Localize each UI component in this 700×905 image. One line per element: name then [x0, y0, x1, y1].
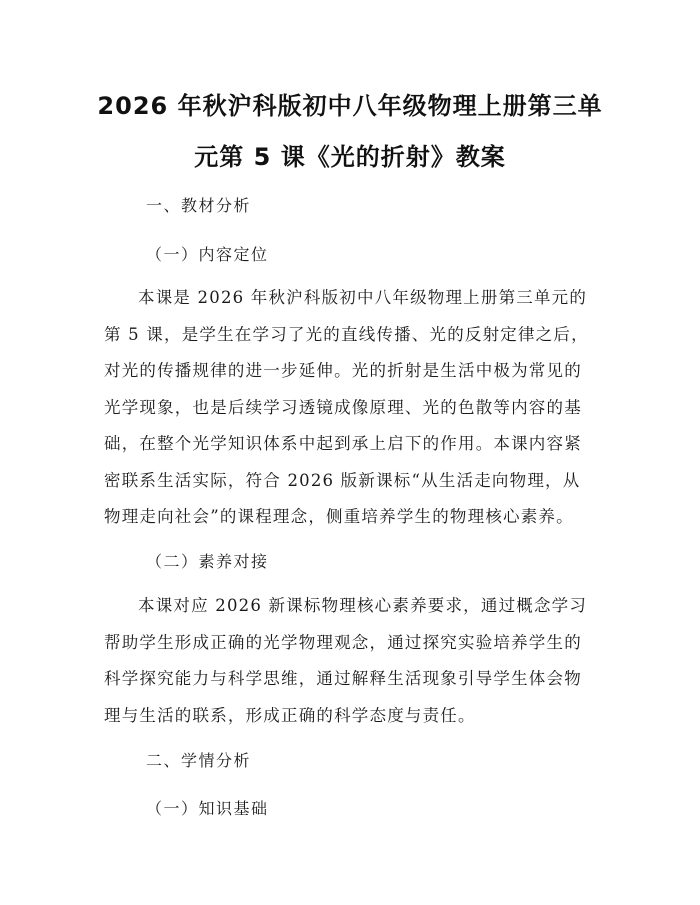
subsection-heading-literacy-alignment: （二）素养对接 [146, 552, 269, 571]
paragraph-line: 本课对应 2026 新课标物理核心素养要求，通过概念学习 [138, 596, 588, 615]
section-heading-learner-analysis: 二、学情分析 [146, 751, 252, 770]
paragraph-line: 本课是 2026 年秋沪科版初中八年级物理上册第三单元的 [138, 288, 588, 307]
paragraph-line: 光学现象，也是后续学习透镜成像原理、光的色散等内容的基 [104, 397, 582, 417]
document-title-line-1: 2026 年秋沪科版初中八年级物理上册第三单 [97, 92, 603, 120]
subsection-heading-content-positioning: （一）内容定位 [146, 245, 269, 264]
paragraph-content-positioning [104, 280, 598, 536]
paragraph-line: 帮助学生形成正确的光学物理观念，通过探究实验培养学生的 [104, 632, 582, 652]
document-title-line-2: 元第 5 课《光的折射》教案 [194, 143, 506, 171]
paragraph-line: 对光的传播规律的进一步延伸。光的折射是生活中极为常见的 [104, 361, 582, 380]
paragraph-line: 密联系生活实际，符合 2026 版新课标“从生活走向物理，从 [104, 470, 581, 490]
paragraph-literacy-alignment [104, 588, 598, 734]
section-heading-textbook-analysis: 一、教材分析 [146, 196, 252, 215]
paragraph-line: 第 5 课，是学生在学习了光的直线传播、光的反射定律之后， [104, 324, 589, 344]
paragraph-line: 科学探究能力与科学思维，通过解释生活现象引导学生体会物 [104, 669, 582, 688]
paragraph-line: 理与生活的联系，形成正确的科学态度与责任。 [104, 705, 476, 725]
paragraph-line: 础，在整个光学知识体系中起到承上启下的作用。本课内容紧 [104, 434, 582, 453]
subsection-heading-knowledge-foundation: （一）知识基础 [146, 799, 269, 818]
paragraph-line: 物理走向社会”的课程理念，侧重培养学生的物理核心素养。 [104, 507, 574, 526]
